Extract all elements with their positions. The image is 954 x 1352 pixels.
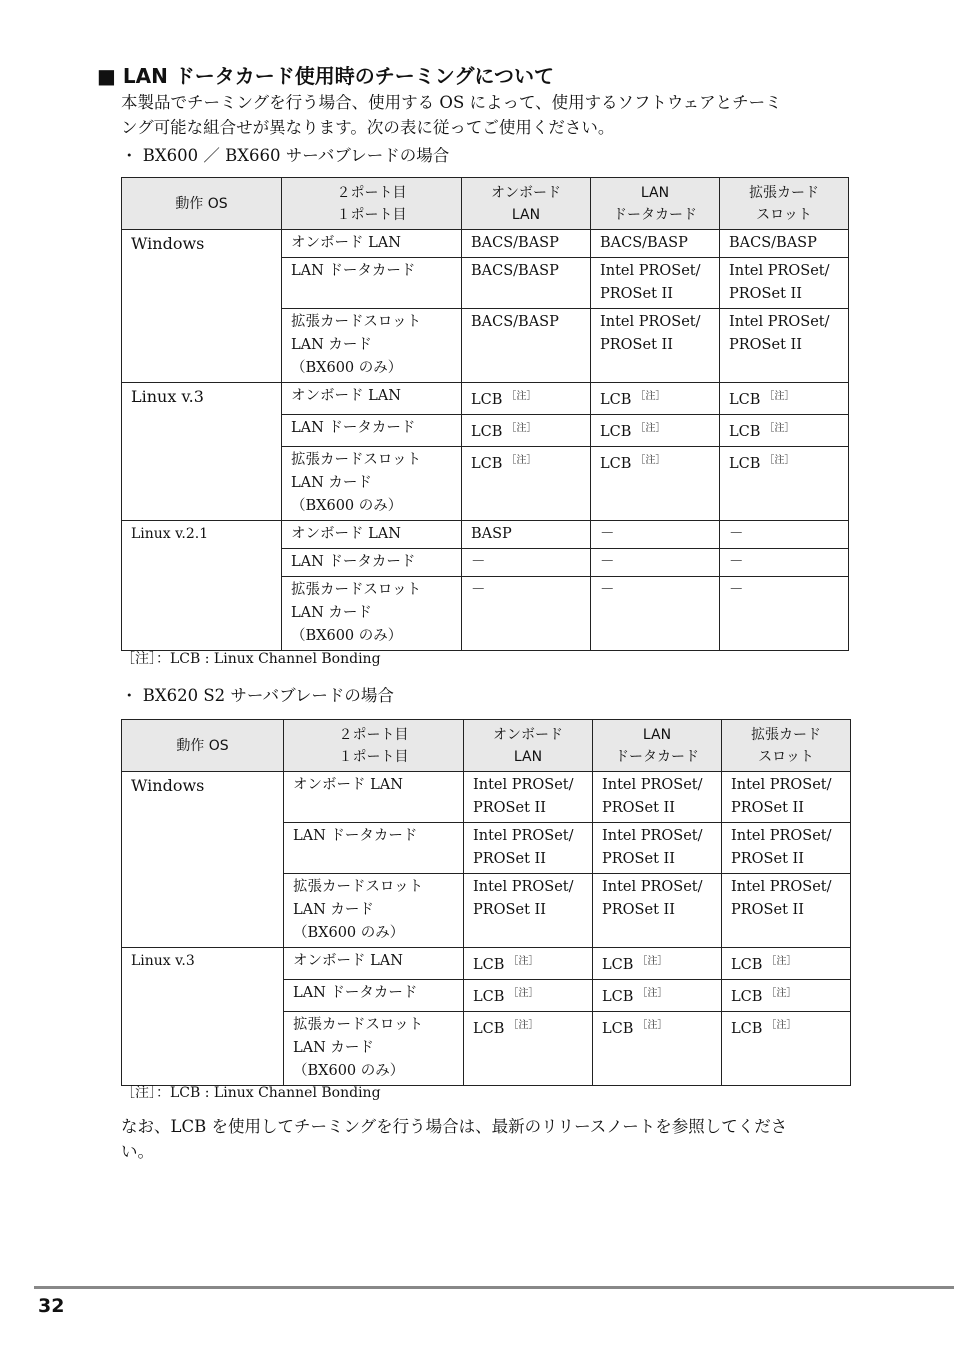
value-cell: LCB $^{[注]}$	[464, 980, 593, 1012]
closing-line-2: い。	[121, 1142, 154, 1161]
value-cell: BACS/BASP	[462, 309, 591, 383]
value-cell: LCB $^{[注]}$	[462, 383, 591, 415]
table-header-row	[122, 720, 851, 772]
header-ports: ２ポート目 １ポート目	[282, 178, 462, 230]
value-cell: －	[591, 549, 720, 577]
value-cell: BACS/BASP	[462, 258, 591, 309]
table-row	[122, 230, 849, 258]
value-cell: Intel PROSet/ PROSet II	[722, 823, 851, 874]
value-cell: LCB $^{[注]}$	[464, 1012, 593, 1086]
table-row	[122, 521, 849, 549]
value-cell: LCB $^{[注]}$	[591, 447, 720, 521]
value-cell: Intel PROSet/ PROSet II	[722, 772, 851, 823]
table-header-row	[122, 178, 849, 230]
os-cell: Windows	[122, 772, 284, 948]
value-cell: Intel PROSet/ PROSet II	[593, 874, 722, 948]
intro-line-1: 本製品でチーミングを行う場合、使用する OS によって、使用するソフトウェアとチーミ	[121, 93, 782, 112]
port-cell: LAN ドータカード	[284, 823, 464, 874]
note-mark: ［注］	[764, 455, 795, 466]
port-cell: オンボード LAN	[282, 521, 462, 549]
value-cell: BACS/BASP	[720, 230, 849, 258]
port-cell: オンボード LAN	[284, 948, 464, 980]
os-cell: Linux v.3	[122, 948, 284, 1086]
value-cell: Intel PROSet/ PROSet II	[720, 309, 849, 383]
note-mark: ［注］	[637, 956, 668, 967]
value-cell: Intel PROSet/ PROSet II	[591, 309, 720, 383]
table-row	[122, 772, 851, 823]
value-cell: LCB $^{[注]}$	[591, 415, 720, 447]
page-number: 32	[38, 1295, 65, 1317]
header-daughter: LAN ドータカード	[593, 720, 722, 772]
value-cell: －	[591, 577, 720, 651]
note-mark: ［注］	[506, 423, 537, 434]
table-row	[122, 948, 851, 980]
port-cell: 拡張カードスロット LAN カード （BX600 のみ）	[282, 577, 462, 651]
value-cell: －	[462, 549, 591, 577]
note-mark: ［注］	[637, 1020, 668, 1031]
section-heading: ■ LAN ドータカード使用時のチーミングについて	[97, 64, 554, 88]
note-mark: ［注］	[508, 988, 539, 999]
value-cell: LCB $^{[注]}$	[720, 383, 849, 415]
bx600-section-label: ・ BX600 ／ BX660 サーバブレードの場合	[121, 146, 450, 165]
port-cell: LAN ドータカード	[282, 415, 462, 447]
port-cell: 拡張カードスロット LAN カード （BX600 のみ）	[284, 874, 464, 948]
value-cell: －	[720, 521, 849, 549]
value-cell: LCB $^{[注]}$	[722, 1012, 851, 1086]
value-cell: Intel PROSet/ PROSet II	[464, 823, 593, 874]
bx620-teaming-table	[121, 719, 851, 1086]
note-mark: ［注］	[635, 423, 666, 434]
intro-line-2: ング可能な組合せが異なります。次の表に従ってご使用ください。	[121, 118, 615, 137]
os-cell: Linux v.2.1	[122, 521, 282, 651]
header-onboard: オンボード LAN	[464, 720, 593, 772]
header-daughter: LAN ドータカード	[591, 178, 720, 230]
value-cell: LCB $^{[注]}$	[720, 447, 849, 521]
value-cell: LCB $^{[注]}$	[722, 948, 851, 980]
value-cell: LCB $^{[注]}$	[462, 415, 591, 447]
value-cell: LCB $^{[注]}$	[462, 447, 591, 521]
bx600-teaming-table	[121, 177, 849, 651]
header-expansion: 拡張カード スロット	[722, 720, 851, 772]
note-mark: ［注］	[508, 1020, 539, 1031]
note-mark: ［注］	[764, 423, 795, 434]
note-mark: ［注］	[635, 391, 666, 402]
value-cell: BACS/BASP	[591, 230, 720, 258]
value-cell: Intel PROSet/ PROSet II	[464, 874, 593, 948]
value-cell: LCB $^{[注]}$	[593, 948, 722, 980]
footnote-table-1: ［注］：LCB : Linux Channel Bonding	[121, 651, 381, 667]
port-cell: 拡張カードスロット LAN カード （BX600 のみ）	[284, 1012, 464, 1086]
value-cell: －	[462, 577, 591, 651]
value-cell: －	[720, 577, 849, 651]
closing-line-1: なお、LCB を使用してチーミングを行う場合は、最新のリリースノートを参照してくださ	[121, 1117, 788, 1136]
header-os: 動作 OS	[122, 178, 282, 230]
footer-rule	[34, 1286, 954, 1289]
port-cell: LAN ドータカード	[282, 549, 462, 577]
value-cell: Intel PROSet/ PROSet II	[464, 772, 593, 823]
value-cell: －	[720, 549, 849, 577]
value-cell: LCB $^{[注]}$	[720, 415, 849, 447]
value-cell: Intel PROSet/ PROSet II	[593, 772, 722, 823]
value-cell: Intel PROSet/ PROSet II	[722, 874, 851, 948]
note-mark: ［注］	[764, 391, 795, 402]
note-mark: ［注］	[637, 988, 668, 999]
header-expansion: 拡張カード スロット	[720, 178, 849, 230]
os-cell: Windows	[122, 230, 282, 383]
os-cell: Linux v.3	[122, 383, 282, 521]
value-cell: BASP	[462, 521, 591, 549]
port-cell: オンボード LAN	[282, 383, 462, 415]
value-cell: LCB $^{[注]}$	[593, 980, 722, 1012]
port-cell: オンボード LAN	[284, 772, 464, 823]
value-cell: Intel PROSet/ PROSet II	[593, 823, 722, 874]
note-mark: ［注］	[506, 391, 537, 402]
value-cell: BACS/BASP	[462, 230, 591, 258]
footnote-table-2: ［注］：LCB : Linux Channel Bonding	[121, 1085, 381, 1101]
port-cell: 拡張カードスロット LAN カード （BX600 のみ）	[282, 309, 462, 383]
note-mark: ［注］	[635, 455, 666, 466]
header-ports: ２ポート目 １ポート目	[284, 720, 464, 772]
value-cell: LCB $^{[注]}$	[593, 1012, 722, 1086]
table-row	[122, 383, 849, 415]
header-onboard: オンボード LAN	[462, 178, 591, 230]
port-cell: LAN ドータカード	[284, 980, 464, 1012]
note-mark: ［注］	[766, 1020, 797, 1031]
port-cell: LAN ドータカード	[282, 258, 462, 309]
note-mark: ［注］	[766, 956, 797, 967]
value-cell: Intel PROSet/ PROSet II	[720, 258, 849, 309]
value-cell: －	[591, 521, 720, 549]
note-mark: ［注］	[506, 455, 537, 466]
value-cell: LCB $^{[注]}$	[722, 980, 851, 1012]
value-cell: Intel PROSet/ PROSet II	[591, 258, 720, 309]
value-cell: LCB $^{[注]}$	[591, 383, 720, 415]
header-os: 動作 OS	[122, 720, 284, 772]
value-cell: LCB $^{[注]}$	[464, 948, 593, 980]
note-mark: ［注］	[508, 956, 539, 967]
port-cell: 拡張カードスロット LAN カード （BX600 のみ）	[282, 447, 462, 521]
bx620-section-label: ・ BX620 S2 サーバブレードの場合	[121, 686, 394, 705]
note-mark: ［注］	[766, 988, 797, 999]
port-cell: オンボード LAN	[282, 230, 462, 258]
